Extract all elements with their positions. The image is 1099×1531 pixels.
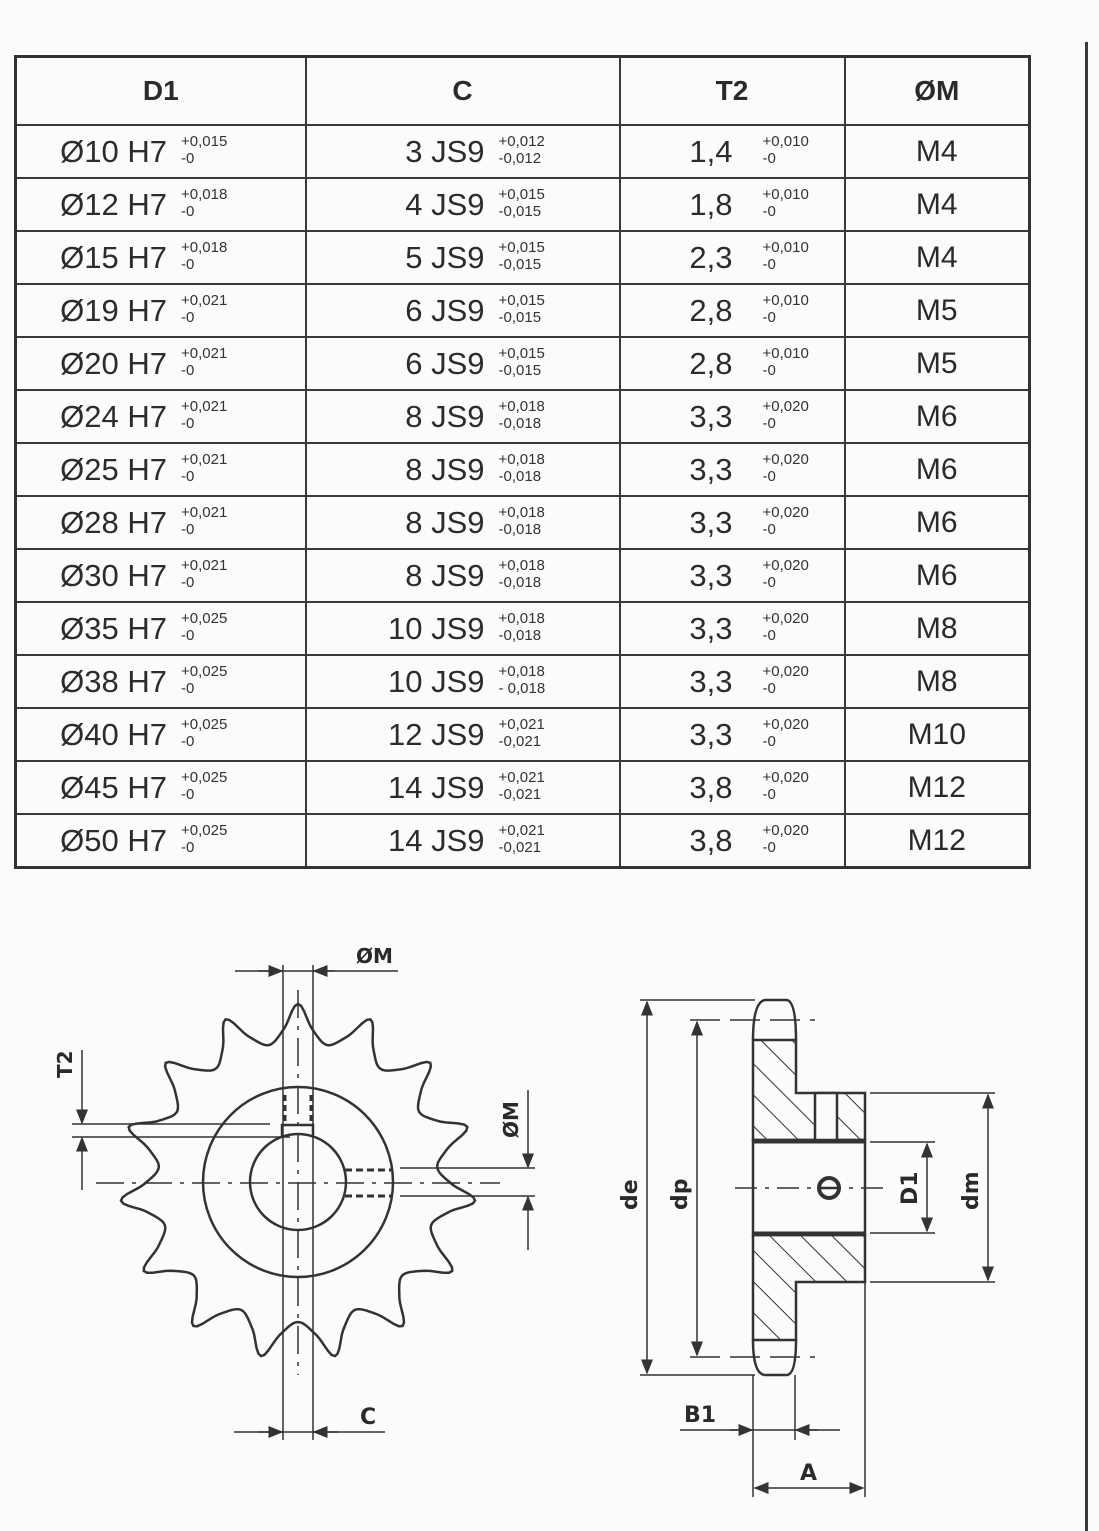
keyway-depth-tolerance [763, 822, 809, 856]
tol-lower: -0 [181, 838, 195, 856]
cell-c [306, 708, 620, 761]
bore-value: Ø35 H7 [60, 610, 167, 646]
tol-upper: +0,010 [762, 238, 809, 256]
bore-value: Ø15 H7 [60, 239, 167, 275]
keyway-depth-tolerance [763, 610, 809, 644]
tol-upper: +0,021 [498, 768, 545, 786]
bore-tolerance [181, 133, 227, 167]
table-row [16, 549, 1030, 602]
keyway-width-tolerance [499, 716, 545, 750]
cell-d1 [16, 443, 306, 496]
tol-upper: +0,021 [181, 503, 228, 521]
keyway-width-value: 10 JS9 [387, 610, 485, 646]
table-row [16, 496, 1030, 549]
technical-drawing [0, 900, 1099, 1531]
bore-value: Ø12 H7 [60, 186, 167, 222]
header-t2: T2 [620, 57, 845, 126]
keyway-width-tolerance [499, 504, 545, 538]
header-d1: D1 [16, 57, 306, 126]
bore-tolerance [181, 398, 227, 432]
cell-c [306, 549, 620, 602]
table-row [16, 655, 1030, 708]
cell-d1 [16, 390, 306, 443]
tol-lower: -0 [762, 520, 776, 538]
keyway-width-tolerance [499, 239, 545, 273]
cell-c [306, 178, 620, 231]
cell-d1 [16, 602, 306, 655]
bore-value: Ø20 H7 [60, 345, 167, 381]
cell-m: M10 [845, 708, 1030, 761]
keyway-width-value: 14 JS9 [387, 822, 485, 858]
keyway-width-tolerance [499, 769, 545, 803]
keyway-width-tolerance [499, 663, 546, 697]
bore-tolerance [181, 292, 227, 326]
table-row [16, 125, 1030, 178]
table-row [16, 814, 1030, 868]
tol-upper: +0,015 [498, 344, 545, 362]
tol-upper: +0,010 [762, 344, 809, 362]
tol-upper: +0,018 [498, 556, 545, 574]
tol-upper: +0,020 [762, 609, 809, 627]
cell-c [306, 443, 620, 496]
bore-tolerance [181, 504, 227, 538]
label-outer-diameter: de [618, 1179, 643, 1210]
cell-t2 [620, 178, 845, 231]
cell-c [306, 602, 620, 655]
tol-lower: -0 [181, 732, 195, 750]
table-row [16, 443, 1030, 496]
tol-lower: -0 [181, 202, 195, 220]
tol-upper: +0,025 [181, 821, 228, 839]
tol-lower: -0 [181, 626, 195, 644]
cell-t2 [620, 337, 845, 390]
cell-c [306, 284, 620, 337]
tol-lower: -0,021 [498, 785, 542, 803]
keyway-depth-value: 2,8 [689, 345, 733, 381]
cell-m: M5 [845, 337, 1030, 390]
tol-lower: -0 [762, 626, 776, 644]
keyway-depth-tolerance [763, 292, 809, 326]
tol-lower: -0 [181, 361, 195, 379]
keyway-depth-value: 3,3 [689, 557, 733, 593]
tol-upper: +0,018 [498, 450, 545, 468]
cell-d1 [16, 178, 306, 231]
cell-t2 [620, 602, 845, 655]
keyway-depth-tolerance [763, 398, 809, 432]
tol-upper: +0,018 [498, 397, 545, 415]
tol-upper: +0,020 [762, 556, 809, 574]
keyway-width-value: 6 JS9 [405, 345, 485, 381]
cell-c [306, 337, 620, 390]
tol-upper: +0,018 [498, 503, 545, 521]
cell-m: M5 [845, 284, 1030, 337]
keyway-depth-value: 3,3 [689, 716, 733, 752]
label-total-width: A [800, 1461, 818, 1486]
cell-d1 [16, 814, 306, 868]
tol-lower: -0 [762, 255, 776, 273]
bore-value: Ø24 H7 [60, 398, 167, 434]
tol-lower: -0,015 [498, 255, 542, 273]
bore-value: Ø28 H7 [60, 504, 167, 540]
tol-lower: -0,018 [498, 414, 542, 432]
tol-upper: +0,025 [181, 715, 228, 733]
keyway-width-tolerance [499, 557, 545, 591]
keyway-width-value: 8 JS9 [405, 504, 485, 540]
cell-t2 [620, 231, 845, 284]
cell-d1 [16, 655, 306, 708]
tol-upper: +0,020 [762, 503, 809, 521]
tol-lower: -0 [181, 520, 195, 538]
bore-value: Ø50 H7 [60, 822, 167, 858]
tol-upper: +0,021 [181, 556, 228, 574]
tol-upper: +0,015 [498, 291, 545, 309]
bore-tolerance [181, 345, 227, 379]
cell-d1 [16, 231, 306, 284]
cell-m: M12 [845, 761, 1030, 814]
tol-upper: +0,020 [762, 715, 809, 733]
tol-upper: +0,010 [762, 291, 809, 309]
label-bore: D1 [898, 1171, 923, 1205]
tol-upper: +0,020 [762, 768, 809, 786]
tol-upper: +0,020 [762, 662, 809, 680]
keyway-depth-tolerance [763, 557, 809, 591]
label-pitch-diameter: dp [668, 1178, 693, 1210]
tol-upper: +0,021 [181, 344, 228, 362]
cell-c [306, 231, 620, 284]
tol-upper: +0,021 [498, 715, 545, 733]
cell-d1 [16, 708, 306, 761]
bore-tolerance [181, 822, 227, 856]
table-row [16, 761, 1030, 814]
header-c: C [306, 57, 620, 126]
tol-lower: -0 [181, 308, 195, 326]
keyway-width-value: 14 JS9 [387, 769, 485, 805]
tol-upper: +0,020 [762, 450, 809, 468]
tol-upper: +0,012 [498, 132, 545, 150]
tol-lower: -0 [181, 149, 195, 167]
cell-t2 [620, 390, 845, 443]
keyway-depth-tolerance [763, 451, 809, 485]
tol-upper: +0,018 [181, 185, 228, 203]
keyway-depth-value: 3,3 [689, 610, 733, 646]
keyway-depth-tolerance [763, 345, 809, 379]
cell-t2 [620, 655, 845, 708]
tol-lower: -0,015 [498, 361, 542, 379]
sprocket-front-view [72, 965, 535, 1440]
tol-upper: +0,025 [181, 768, 228, 786]
keyway-width-tolerance [499, 292, 545, 326]
table-header-row [16, 57, 1030, 126]
tol-lower: -0,018 [498, 467, 542, 485]
keyway-depth-value: 3,8 [689, 822, 733, 858]
keyway-depth-tolerance [763, 716, 809, 750]
cell-d1 [16, 761, 306, 814]
label-set-screw-side: ØM [499, 1101, 523, 1138]
tol-upper: +0,021 [498, 821, 545, 839]
cell-t2 [620, 443, 845, 496]
tol-lower: -0 [762, 732, 776, 750]
bore-tolerance [181, 716, 227, 750]
cell-m: M6 [845, 496, 1030, 549]
cell-t2 [620, 708, 845, 761]
tol-upper: +0,010 [762, 132, 809, 150]
keyway-width-value: 4 JS9 [405, 186, 485, 222]
keyway-width-tolerance [499, 345, 545, 379]
tol-upper: +0,020 [762, 397, 809, 415]
keyway-width-value: 10 JS9 [387, 663, 485, 699]
tol-upper: +0,025 [181, 662, 228, 680]
keyway-width-tolerance [499, 186, 545, 220]
cell-d1 [16, 549, 306, 602]
tol-upper: +0,025 [181, 609, 228, 627]
tol-upper: +0,021 [181, 450, 228, 468]
bore-value: Ø10 H7 [60, 133, 167, 169]
keyway-width-value: 8 JS9 [405, 557, 485, 593]
cell-m: M8 [845, 602, 1030, 655]
tol-lower: -0,015 [498, 202, 542, 220]
table-row [16, 178, 1030, 231]
tol-lower: -0 [181, 785, 195, 803]
keyway-width-value: 8 JS9 [405, 451, 485, 487]
tol-lower: -0 [181, 414, 195, 432]
cell-t2 [620, 761, 845, 814]
keyway-depth-tolerance [763, 186, 809, 220]
keyway-depth-value: 3,3 [689, 398, 733, 434]
tol-lower: -0,012 [498, 149, 542, 167]
cell-t2 [620, 284, 845, 337]
keyway-depth-tolerance [763, 663, 809, 697]
table-row [16, 390, 1030, 443]
tol-lower: -0 [181, 255, 195, 273]
cell-m: M4 [845, 231, 1030, 284]
keyway-width-value: 3 JS9 [405, 133, 485, 169]
cell-c [306, 390, 620, 443]
tol-lower: - 0,018 [498, 679, 546, 697]
cell-d1 [16, 337, 306, 390]
tol-lower: -0 [762, 308, 776, 326]
tol-upper: +0,020 [762, 821, 809, 839]
tol-lower: -0,018 [498, 520, 542, 538]
tol-lower: -0 [762, 467, 776, 485]
cell-m: M4 [845, 178, 1030, 231]
tol-upper: +0,015 [498, 185, 545, 203]
bore-tolerance [181, 769, 227, 803]
keyway-depth-tolerance [763, 133, 809, 167]
tol-upper: +0,018 [498, 609, 545, 627]
tol-upper: +0,021 [181, 291, 228, 309]
header-m: ØM [845, 57, 1030, 126]
tol-lower: -0,018 [498, 573, 542, 591]
keyway-width-tolerance [499, 822, 545, 856]
tol-upper: +0,015 [181, 132, 228, 150]
keyway-depth-tolerance [763, 504, 809, 538]
bore-value: Ø25 H7 [60, 451, 167, 487]
keyway-width-tolerance [499, 398, 545, 432]
keyway-depth-tolerance [763, 769, 809, 803]
table-row [16, 284, 1030, 337]
tol-lower: -0 [762, 149, 776, 167]
label-keyway-depth: T2 [53, 1050, 77, 1078]
cell-d1 [16, 284, 306, 337]
keyway-depth-value: 1,4 [689, 133, 733, 169]
keyway-width-tolerance [499, 610, 545, 644]
bore-value: Ø30 H7 [60, 557, 167, 593]
cell-m: M6 [845, 443, 1030, 496]
tol-upper: +0,015 [498, 238, 545, 256]
keyway-width-value: 8 JS9 [405, 398, 485, 434]
tol-lower: -0 [181, 573, 195, 591]
keyway-width-tolerance [499, 451, 545, 485]
keyway-depth-value: 1,8 [689, 186, 733, 222]
dimension-table [14, 55, 1031, 869]
keyway-width-value: 6 JS9 [405, 292, 485, 328]
table-row [16, 231, 1030, 284]
cell-c [306, 761, 620, 814]
tol-upper: +0,010 [762, 185, 809, 203]
cell-m: M6 [845, 549, 1030, 602]
keyway-width-value: 12 JS9 [387, 716, 485, 752]
tol-lower: -0,021 [498, 732, 542, 750]
bore-value: Ø40 H7 [60, 716, 167, 752]
tol-upper: +0,018 [498, 662, 545, 680]
cell-t2 [620, 496, 845, 549]
keyway-width-value: 5 JS9 [405, 239, 485, 275]
keyway-depth-value: 2,3 [689, 239, 733, 275]
tol-upper: +0,021 [181, 397, 228, 415]
table-row [16, 708, 1030, 761]
tol-lower: -0 [762, 573, 776, 591]
bore-value: Ø45 H7 [60, 769, 167, 805]
cell-t2 [620, 125, 845, 178]
cell-d1 [16, 125, 306, 178]
tol-lower: -0 [762, 679, 776, 697]
bore-value: Ø19 H7 [60, 292, 167, 328]
table-row [16, 602, 1030, 655]
bore-tolerance [181, 186, 227, 220]
tol-lower: -0 [762, 785, 776, 803]
cell-t2 [620, 814, 845, 868]
tol-lower: -0 [762, 838, 776, 856]
tol-lower: -0,021 [498, 838, 542, 856]
keyway-depth-value: 3,3 [689, 663, 733, 699]
cell-c [306, 496, 620, 549]
keyway-width-tolerance [499, 133, 545, 167]
tol-lower: -0 [181, 467, 195, 485]
cell-c [306, 655, 620, 708]
tol-lower: -0,018 [498, 626, 542, 644]
cell-m: M4 [845, 125, 1030, 178]
cell-m: M12 [845, 814, 1030, 868]
cell-c [306, 125, 620, 178]
label-set-screw-top: ØM [356, 944, 393, 968]
cell-t2 [620, 549, 845, 602]
keyway-depth-tolerance [763, 239, 809, 273]
label-keyway-width: C [360, 1405, 377, 1430]
bore-value: Ø38 H7 [60, 663, 167, 699]
table-body [16, 125, 1030, 868]
label-tooth-width: B1 [684, 1403, 717, 1428]
cell-d1 [16, 496, 306, 549]
bore-tolerance [181, 239, 227, 273]
keyway-depth-value: 2,8 [689, 292, 733, 328]
tol-upper: +0,018 [181, 238, 228, 256]
label-hub-diameter: dm [959, 1171, 984, 1210]
tol-lower: -0 [762, 361, 776, 379]
cell-c [306, 814, 620, 868]
table-row [16, 337, 1030, 390]
bore-tolerance [181, 451, 227, 485]
tol-lower: -0 [762, 414, 776, 432]
keyway-depth-value: 3,3 [689, 451, 733, 487]
keyway-depth-value: 3,3 [689, 504, 733, 540]
bore-tolerance [181, 557, 227, 591]
keyway-depth-value: 3,8 [689, 769, 733, 805]
tol-lower: -0,015 [498, 308, 542, 326]
bore-tolerance [181, 610, 227, 644]
bore-tolerance [181, 663, 227, 697]
tol-lower: -0 [762, 202, 776, 220]
cell-m: M6 [845, 390, 1030, 443]
cell-m: M8 [845, 655, 1030, 708]
tol-lower: -0 [181, 679, 195, 697]
